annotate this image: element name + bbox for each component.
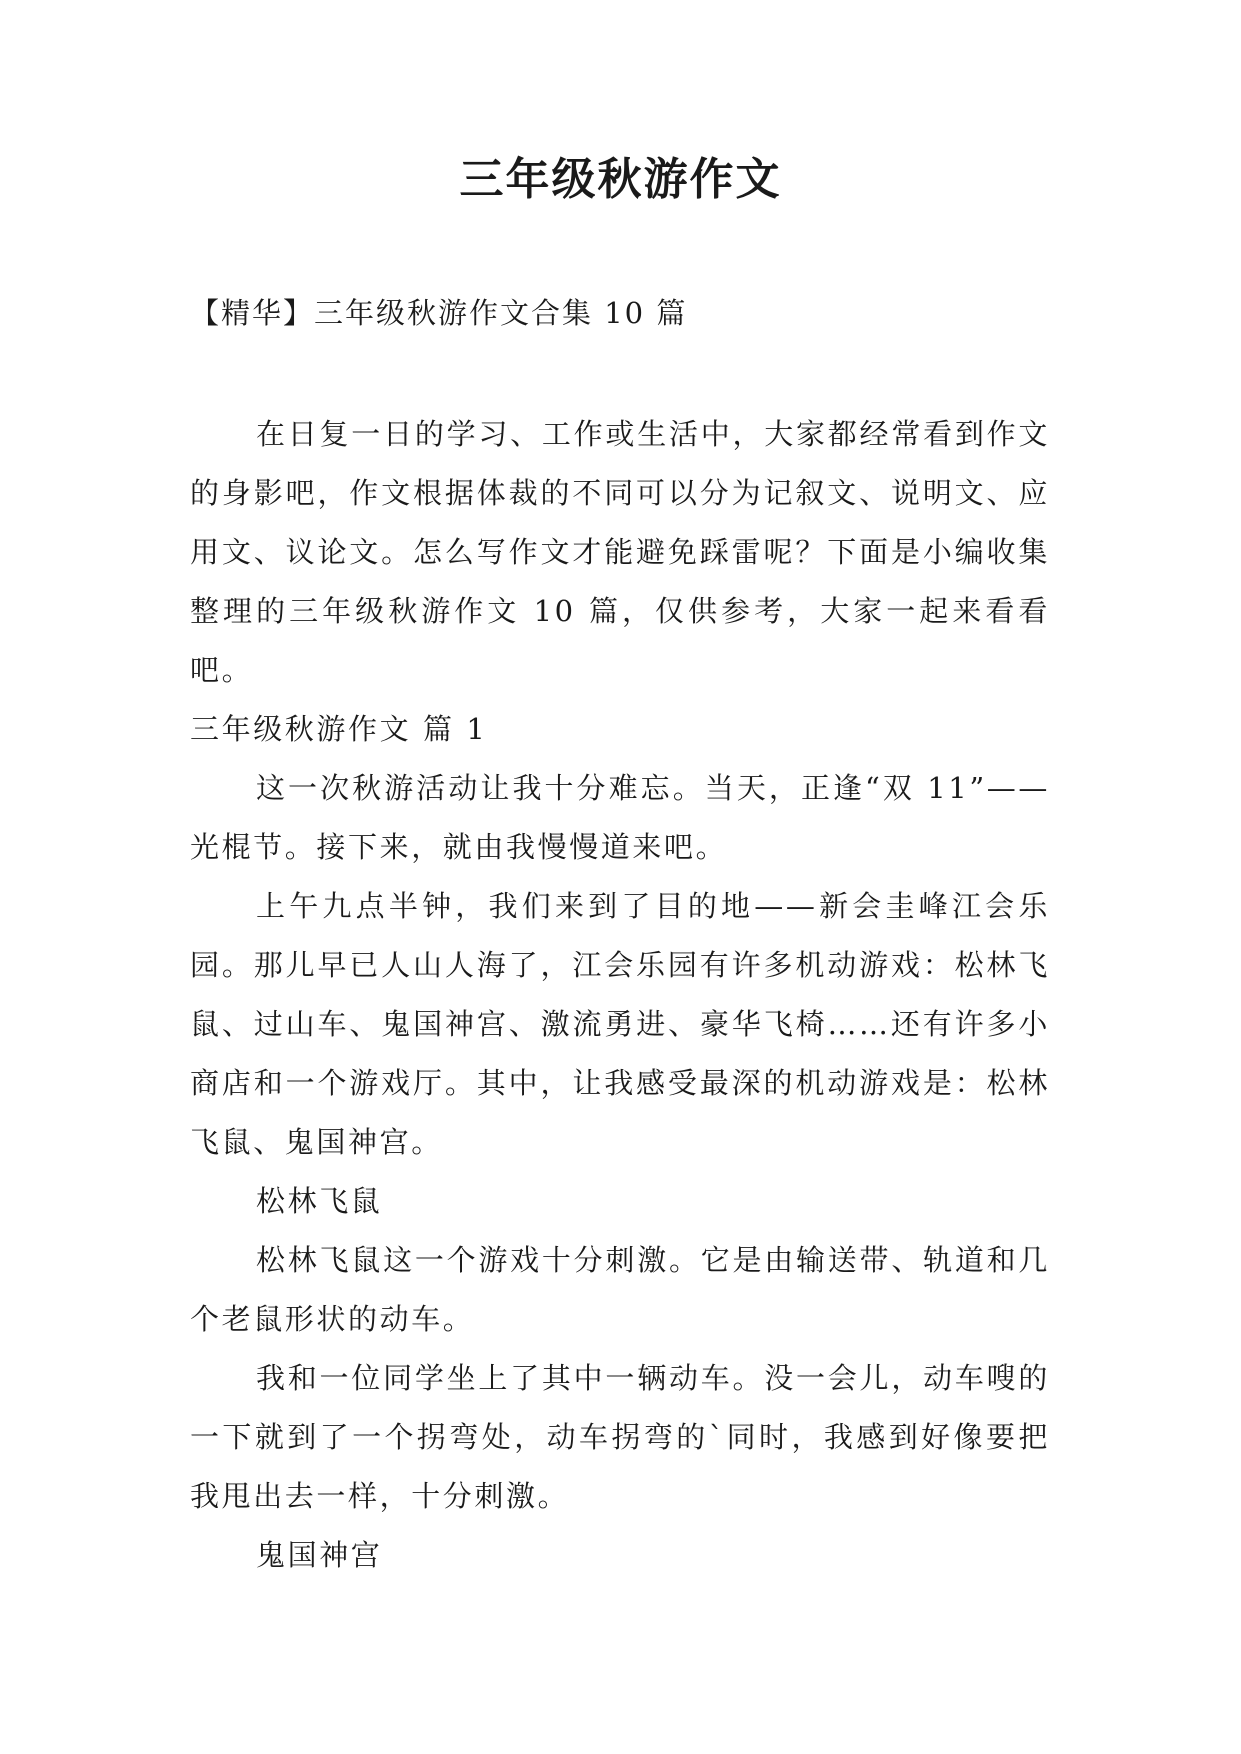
paragraph: 这一次秋游活动让我十分难忘。当天，正逢“双 11”——光棍节。接下来，就由我慢慢道来吧。: [190, 771, 1050, 864]
document-body: [190, 405, 1050, 1585]
document-title: 三年级秋游作文: [459, 154, 782, 205]
paragraph: 松林飞鼠这一个游戏十分刺激。它是由输送带、轨道和几个老鼠形状的动车。: [190, 1243, 1050, 1336]
paragraph: 我和一位同学坐上了其中一辆动车。没一会儿，动车嗖的一下就到了一个拐弯处，动车拐弯的`同时，我感到好像要把我甩出去一样，十分刺激。: [190, 1361, 1050, 1513]
subheading-songlin-feishu: 松林飞鼠: [256, 1184, 383, 1218]
subheading-guiguo-shengong: 鬼国神宫: [256, 1538, 383, 1572]
paragraph: 上午九点半钟，我们来到了目的地——新会圭峰江会乐园。那儿早已人山人海了，江会乐园有许多机动游戏：松林飞鼠、过山车、鬼国神宫、激流勇进、豪华飞椅……还有许多小商店和一个游戏厅。其中，让我感受最深的机动游戏是：松林飞鼠、鬼国神宫。: [190, 889, 1050, 1159]
paragraph-intro: 在日复一日的学习、工作或生活中，大家都经常看到作文的身影吧，作文根据体裁的不同可以分为记叙文、说明文、应用文、议论文。怎么写作文才能避免踩雷呢？下面是小编收集整理的三年级秋游作文 10 篇，仅供参考，大家一起来看看吧。: [190, 417, 1050, 687]
document-subtitle: 【精华】三年级秋游作文合集 10 篇: [190, 296, 688, 330]
section-heading-1: 三年级秋游作文 篇 1: [190, 712, 488, 746]
